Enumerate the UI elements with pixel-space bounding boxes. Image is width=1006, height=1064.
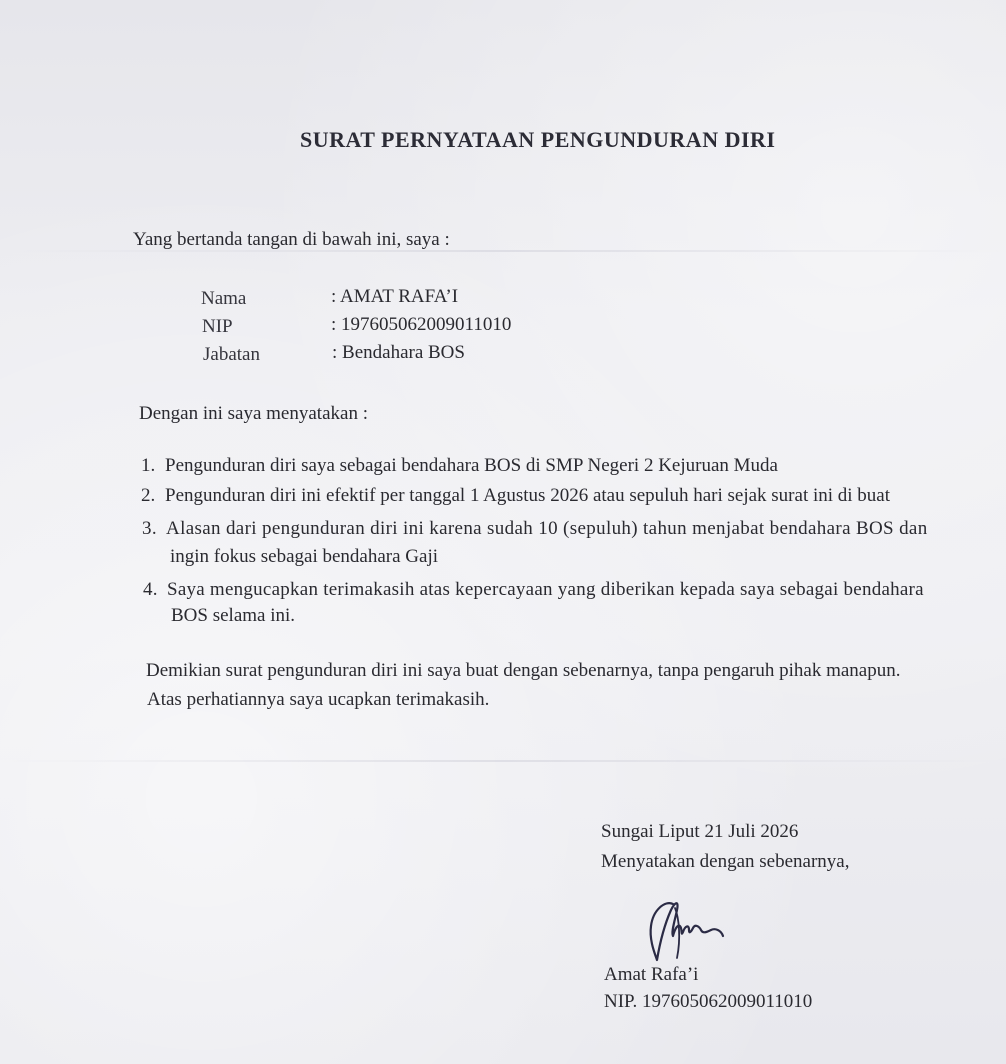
- list-item-text: Pengunduran diri ini efektif per tanggal 1 Agustus 2026 atau sepuluh hari sejak surat ini di buat: [165, 485, 891, 506]
- field-label-nip: NIP: [202, 316, 233, 337]
- intro-text: Yang bertanda tangan di bawah ini, saya :: [133, 229, 450, 250]
- field-value-nip: : 197605062009011010: [331, 314, 512, 335]
- list-item: [143, 578, 924, 602]
- list-item-continuation: ingin fokus sebagai bendahara Gaji: [170, 546, 439, 567]
- list-item-number: 3.: [142, 518, 157, 539]
- list-item-continuation: BOS selama ini.: [171, 605, 296, 626]
- list-item: [141, 454, 778, 478]
- declaration-text: Menyatakan dengan sebenarnya,: [601, 851, 850, 872]
- list-item-number: 2.: [141, 485, 156, 506]
- list-item-text: Alasan dari pengunduran diri ini karena sudah 10 (sepuluh) tahun menjabat bendahara BOS dan: [166, 518, 928, 539]
- signatory-name: Amat Rafa’i: [604, 964, 699, 985]
- field-value-jabatan: : Bendahara BOS: [332, 342, 465, 363]
- list-item-text: Pengunduran diri saya sebagai bendahara BOS di SMP Negeri 2 Kejuruan Muda: [165, 455, 778, 476]
- paper-fold-line: [0, 760, 1006, 762]
- field-label-jabatan: Jabatan: [203, 344, 260, 365]
- list-item-number: 1.: [141, 455, 156, 476]
- document-title: SURAT PERNYATAAN PENGUNDURAN DIRI: [300, 127, 776, 152]
- signatory-nip: NIP. 197605062009011010: [604, 991, 813, 1012]
- closing-line: Demikian surat pengunduran diri ini saya buat dengan sebenarnya, tanpa pengaruh pihak manapun.: [146, 660, 901, 681]
- list-item-text: Saya mengucapkan terimakasih atas kepercayaan yang diberikan kepada saya sebagai bendahara: [167, 579, 924, 600]
- list-item-number: 4.: [143, 579, 158, 600]
- place-date: Sungai Liput 21 Juli 2026: [601, 821, 799, 842]
- list-item: [141, 484, 890, 508]
- closing-line: Atas perhatiannya saya ucapkan terimakasih.: [147, 689, 490, 710]
- statement-intro: Dengan ini saya menyatakan :: [139, 403, 368, 424]
- list-item: [142, 517, 928, 541]
- field-label-nama: Nama: [201, 288, 247, 309]
- field-value-nama: : AMAT RAFA’I: [331, 286, 459, 307]
